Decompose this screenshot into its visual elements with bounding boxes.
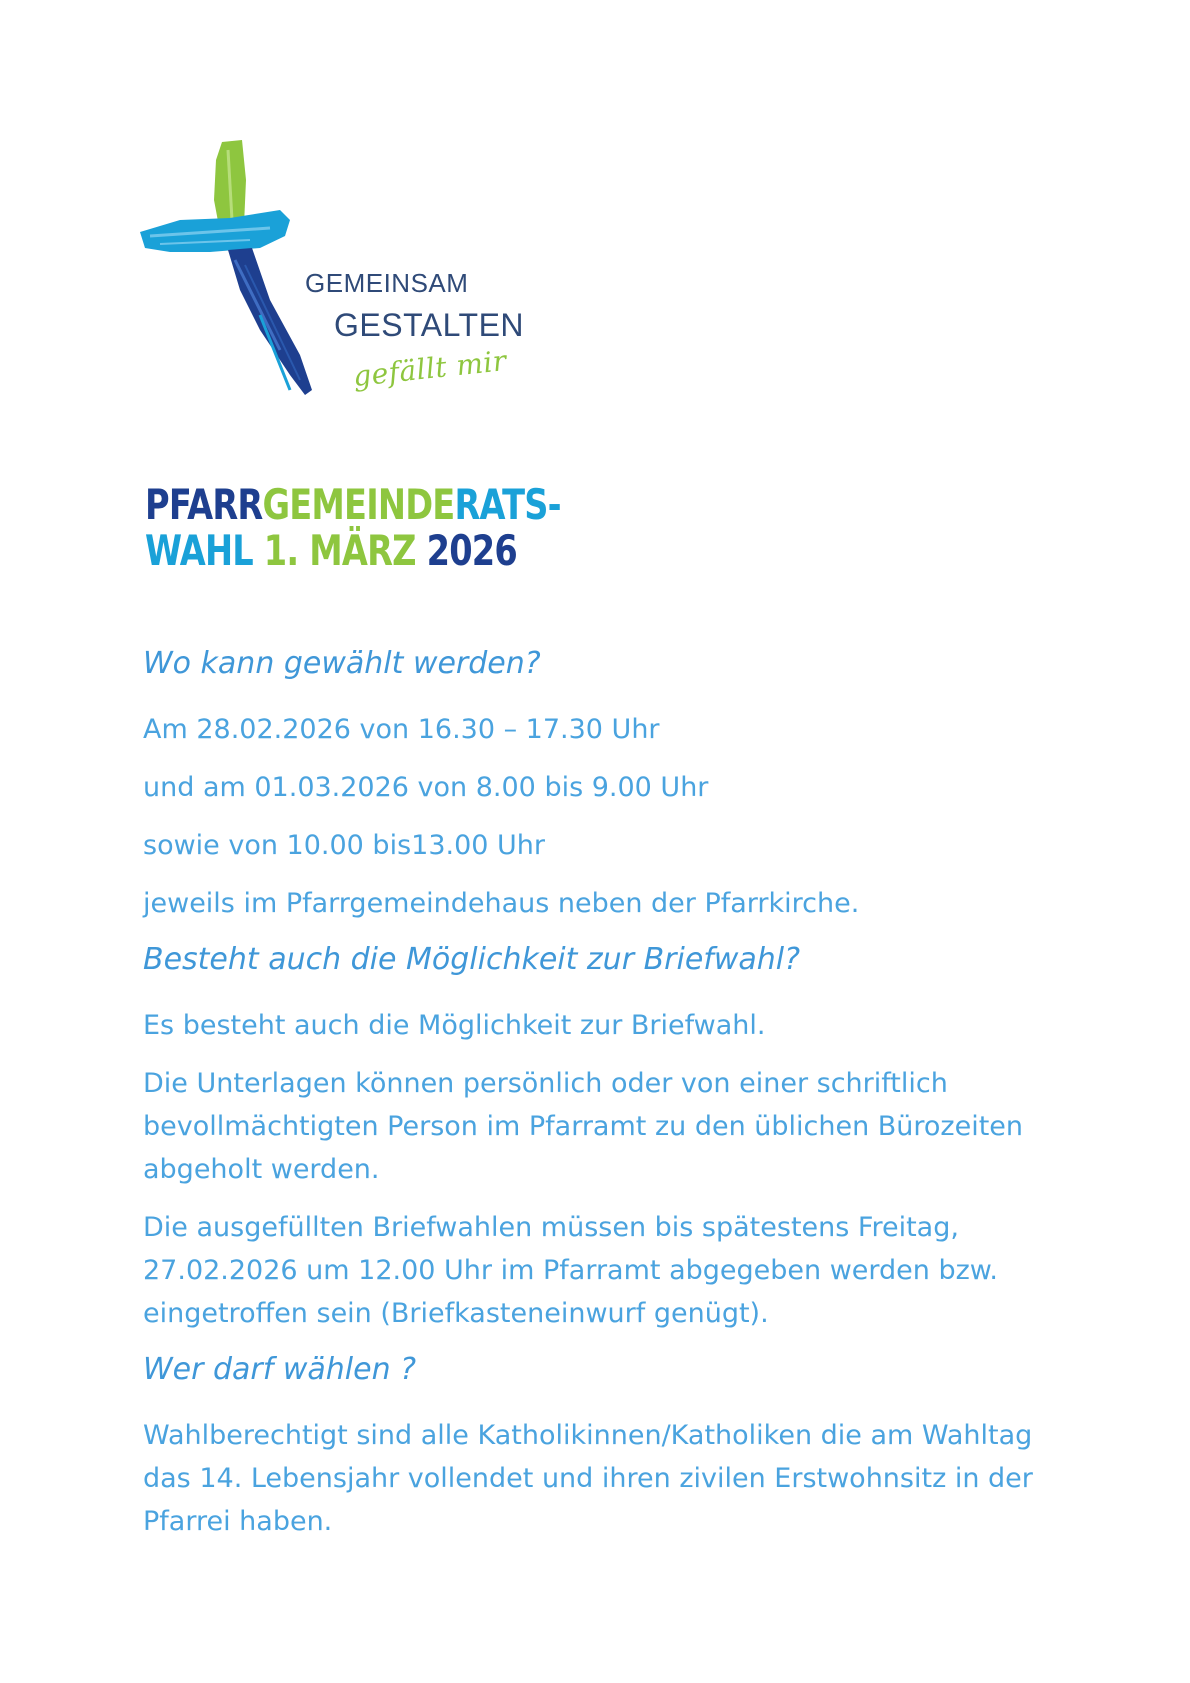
main-content	[143, 644, 1063, 1558]
question-postal-vote: Besteht auch die Möglichkeit zur Briefwahl?	[143, 942, 801, 977]
question-where: Wo kann gewählt werden?	[143, 646, 541, 681]
paragraph: Es besteht auch die Möglichkeit zur Briefwahl.	[143, 1010, 766, 1041]
election-logo-pfarr: PFARR	[145, 480, 263, 529]
paragraph: jeweils im Pfarrgemeindehaus neben der Pfarrkirche.	[143, 888, 860, 919]
logo-text-gefaellt-mir: gefällt mir	[351, 344, 509, 393]
paragraph: Wahlberechtigt sind alle Katholikinnen/Katholiken die am Wahltag das 14. Lebensjahr vollendet und ihren zivilen Erstwohnsitz in der Pfarrei haben.	[143, 1420, 1033, 1537]
election-logo-wahl: WAHL	[145, 526, 253, 575]
election-logo-line1	[145, 482, 561, 528]
paragraph: Am 28.02.2026 von 16.30 – 17.30 Uhr	[143, 714, 660, 745]
election-logo-date: 1. MÄRZ	[263, 526, 416, 575]
election-logo-line2	[145, 528, 561, 574]
paragraph: Die Unterlagen können persönlich oder von einer schriftlich bevollmächtigten Person im Pfarramt zu den üblichen Bürozeiten abgeholt werden.	[143, 1068, 1024, 1185]
logo-text-gestalten: GESTALTEN	[334, 307, 525, 343]
paragraph: sowie von 10.00 bis13.00 Uhr	[143, 830, 545, 861]
election-logo-year: 2026	[426, 526, 517, 575]
election-logo-rats: RATS-	[454, 480, 561, 529]
question-who-may-vote: Wer darf wählen ?	[143, 1352, 417, 1387]
election-logo	[145, 482, 665, 574]
election-logo-gemeinde: GEMEINDE	[262, 480, 455, 529]
logo-text-gemeinsam: GEMEINSAM	[305, 268, 469, 298]
paragraph: und am 01.03.2026 von 8.00 bis 9.00 Uhr	[143, 772, 709, 803]
paragraph: Die ausgefüllten Briefwahlen müssen bis spätestens Freitag, 27.02.2026 um 12.00 Uhr im Pfarramt abgegeben werden bzw. eingetroffen sein (Briefkasteneinwurf genügt).	[143, 1212, 998, 1329]
